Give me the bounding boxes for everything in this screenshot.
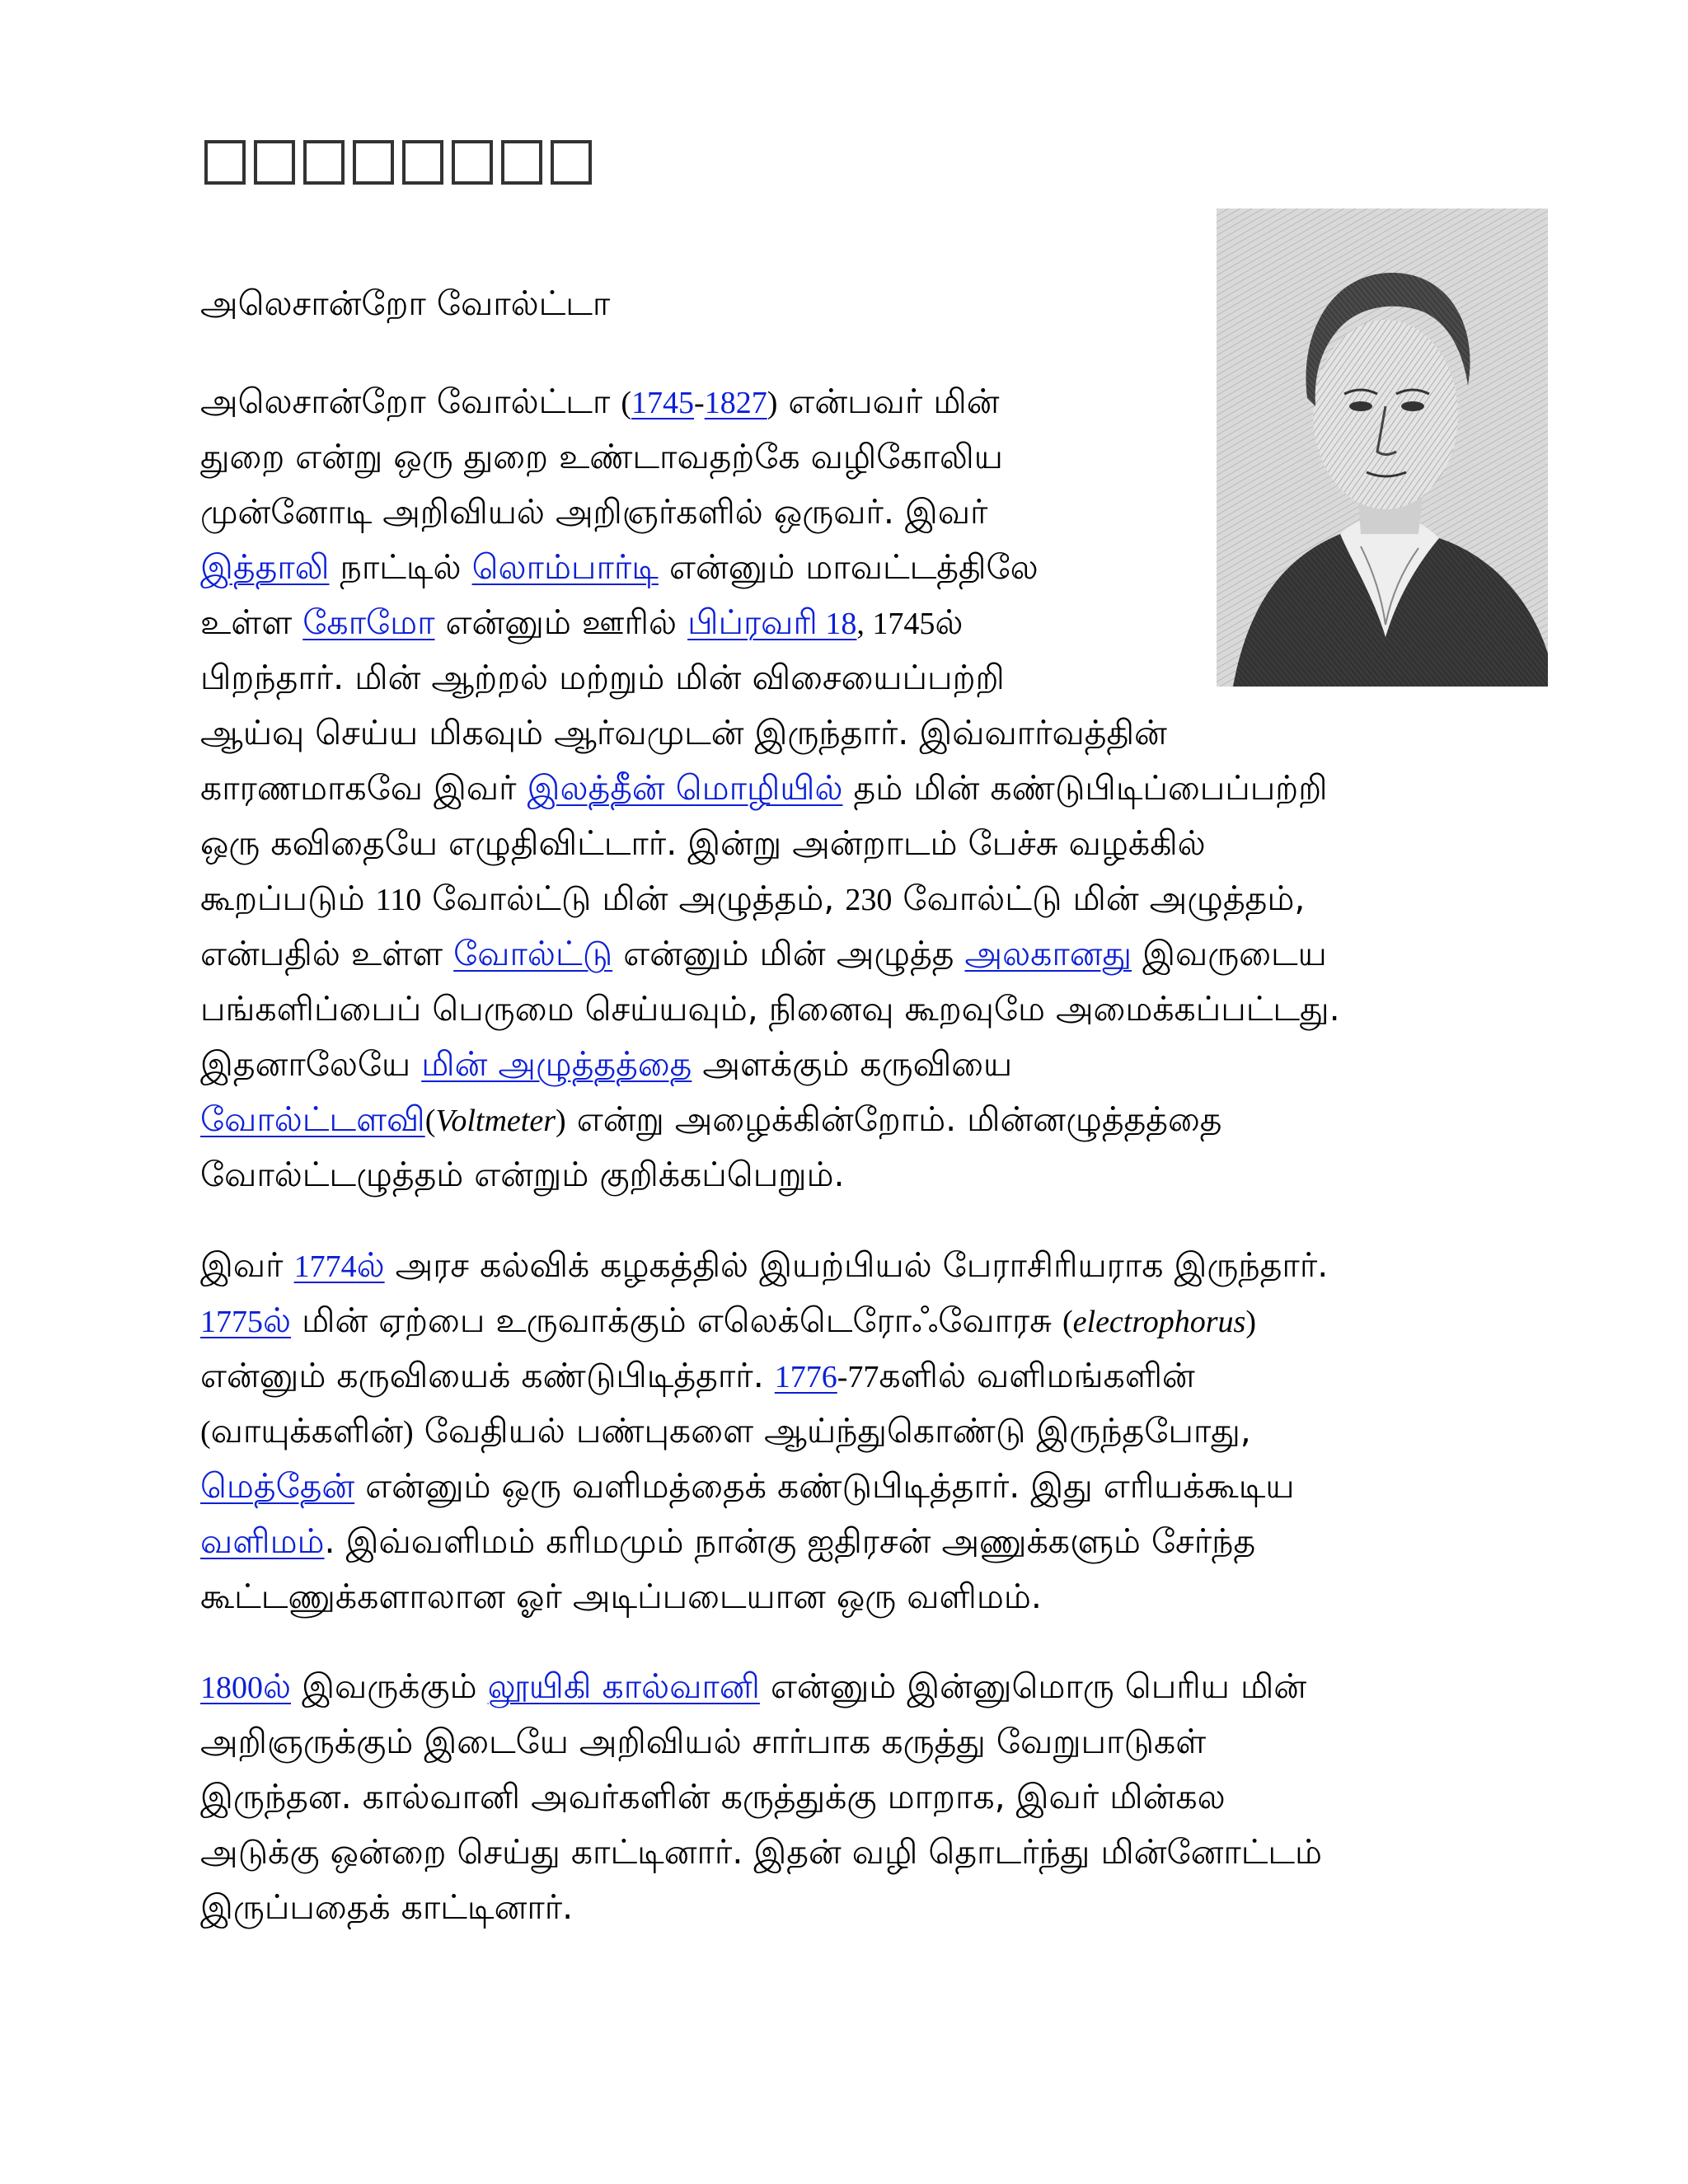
text-run: காரணமாகவே இவர் — [200, 768, 528, 808]
text-run: -77 — [837, 1360, 879, 1394]
text-line — [200, 761, 1536, 816]
text-run: வாயுக்களின் — [210, 1411, 404, 1451]
page-title-missing-glyphs — [204, 140, 592, 185]
text-run: என்னும் மாவட்டத்திலே — [658, 547, 1039, 587]
text-line: ஆய்வு செய்ய மிகவும் ஆர்வமுடன் இருந்தார். இவ்வார்வத்தின் — [200, 713, 1167, 752]
year-link[interactable]: 1745 — [631, 386, 695, 420]
text-run: இதனாலேயே — [200, 1044, 422, 1084]
missing-glyph-box — [353, 140, 394, 185]
link-year: 1800 — [200, 1671, 263, 1705]
date-link[interactable]: 18 — [817, 607, 857, 641]
link-suffix: ல் — [356, 1245, 385, 1285]
link-year: 1774 — [293, 1249, 357, 1284]
text-run: ( — [1062, 1305, 1073, 1339]
text-line: பங்களிப்பைப் பெருமை செய்யவும், நினைவு கூறவுமே அமைக்கப்பட்டது. — [200, 989, 1340, 1029]
link-suffix: ல் — [263, 1301, 292, 1340]
text-line — [200, 1514, 1536, 1569]
text-line: ஒரு கவிதையே எழுதிவிட்டார். இன்று அன்றாடம் பேச்சு வழக்கில் — [200, 823, 1206, 863]
year-link[interactable] — [294, 1245, 385, 1285]
text-line: கூட்டணுக்களாலான ஓர் அடிப்படையான ஒரு வளிமம். — [200, 1577, 1042, 1616]
text-run: கூறப்படும் — [200, 879, 376, 918]
text-run: வேதியல் பண்புகளை ஆய்ந்துகொண்டு இருந்தபோது, — [413, 1411, 1251, 1451]
text-line: துறை என்று ஒரு துறை உண்டாவதற்கே வழிகோலிய — [200, 437, 1003, 476]
text-line — [200, 540, 1536, 595]
text-run: ( — [200, 1415, 211, 1450]
volt-link[interactable]: வோல்ட்டு — [453, 934, 613, 973]
text-line — [200, 1659, 1536, 1714]
text-line: அறிஞருக்கும் இடையே அறிவியல் சார்பாக கருத்து வேறுபாடுகள் — [200, 1722, 1207, 1761]
text-run: வோல்ட்டு மின் அழுத்தம், — [421, 879, 846, 918]
link-suffix: ல் — [263, 1666, 292, 1706]
text-run: electrophorus — [1072, 1305, 1246, 1339]
text-run: என்பதில் உள்ள — [200, 934, 454, 973]
text-run: என்பவர் மின் — [777, 382, 1000, 421]
text-run: களில் வளிமங்களின் — [879, 1356, 1195, 1395]
text-run: என்னும் ஒரு வளிமத்தைக் கண்டுபிடித்தார். இது எரியக்கூடிய — [354, 1466, 1295, 1506]
text-run: 110 — [375, 883, 422, 917]
text-run: வோல்ட்டு மின் அழுத்தம், — [892, 879, 1306, 918]
text-run: அரச கல்விக் கழகத்தில் இயற்பியல் பேராசிரியராக இருந்தார். — [384, 1245, 1329, 1285]
text-line: முன்னோடி அறிவியல் அறிஞர்களில் ஒருவர். இவர் — [200, 492, 988, 532]
methane-link[interactable]: மெத்தேன் — [200, 1466, 355, 1506]
galvani-link[interactable]: லூயிகி கால்வானி — [487, 1666, 760, 1706]
text-run: என்னும் ஊரில் — [434, 602, 688, 642]
text-run: என்று அழைக்கின்றோம். மின்னழுத்தத்தை — [565, 1099, 1222, 1139]
text-run: இவருடைய — [1132, 934, 1327, 973]
paragraph-galvani — [200, 1659, 1536, 1935]
text-line — [200, 1037, 1536, 1092]
italy-link[interactable]: இத்தாலி — [200, 547, 330, 587]
text-run: மின் ஏற்பை உருவாக்கும் எலெக்டெரோஃவோரசு — [291, 1301, 1062, 1340]
text-line — [200, 926, 1536, 982]
text-line — [200, 1459, 1536, 1514]
text-run: இவருக்கும் — [291, 1666, 488, 1706]
text-line — [200, 1238, 1536, 1293]
text-line: பிறந்தார். மின் ஆற்றல் மற்றும் மின் விசையைப்பற்றி — [200, 658, 1005, 697]
missing-glyph-box — [303, 140, 345, 185]
text-line: இருப்பதைக் காட்டினார். — [200, 1887, 574, 1927]
text-run: ) — [556, 1104, 566, 1138]
text-run: என்னும் இன்னுமொரு பெரிய மின் — [759, 1666, 1307, 1706]
como-link[interactable]: கோமோ — [302, 602, 435, 642]
missing-glyph-box — [204, 140, 246, 185]
lombardy-link[interactable]: லொம்பார்டி — [471, 547, 659, 587]
february-link[interactable]: பிப்ரவரி — [687, 602, 818, 642]
text-run: என்னும் கருவியைக் கண்டுபிடித்தார். — [200, 1356, 775, 1395]
paragraph-biography — [200, 374, 1536, 1202]
text-run: ) — [403, 1415, 414, 1450]
text-run: என்னும் மின் அழுத்த — [612, 934, 965, 973]
year-link[interactable]: 1776 — [774, 1360, 837, 1394]
text-line — [200, 1092, 1536, 1147]
text-run: ) — [1245, 1305, 1256, 1339]
article-heading: அலெசான்றோ வோல்ட்டா — [200, 284, 611, 323]
text-run: ( — [424, 1104, 436, 1138]
text-line: வோல்ட்டழுத்தம் என்றும் குறிக்கப்பெறும். — [200, 1155, 845, 1194]
text-line — [200, 1348, 1536, 1404]
latin-language-link[interactable]: இலத்தீன் மொழியில் — [527, 768, 843, 808]
unit-link[interactable]: அலகானது — [964, 934, 1132, 973]
text-run: ) — [767, 386, 778, 420]
text-line — [200, 374, 1536, 429]
text-line: அடுக்கு ஒன்றை செய்து காட்டினார். இதன் வழி தொடர்ந்து மின்னோட்டம் — [200, 1832, 1323, 1872]
text-line — [200, 1293, 1536, 1348]
text-run: 1745 — [872, 607, 935, 641]
link-year: 1775 — [200, 1305, 263, 1339]
gas-link[interactable]: வளிமம் — [200, 1521, 325, 1561]
text-line — [200, 595, 1536, 650]
year-link[interactable]: 1827 — [704, 386, 767, 420]
paragraph-inventions — [200, 1238, 1536, 1624]
text-run: இவர் — [200, 1245, 294, 1285]
missing-glyph-box — [402, 140, 443, 185]
subject-name: அலெசான்றோ வோல்ட்டா — [200, 382, 621, 421]
text-run: அளக்கும் கருவியை — [692, 1044, 1013, 1084]
missing-glyph-box — [551, 140, 592, 185]
text-run: ல் — [935, 602, 964, 642]
missing-glyph-box — [501, 140, 542, 185]
missing-glyph-box — [254, 140, 295, 185]
text-run: நாட்டில் — [329, 547, 472, 587]
text-run: . இவ்வளிமம் கரிமமும் நான்கு ஐதிரசன் அணுக்களும் சேர்ந்த — [324, 1521, 1256, 1561]
voltage-link[interactable]: மின் அழுத்தத்தை — [421, 1044, 692, 1084]
text-run: Voltmeter — [435, 1104, 556, 1138]
text-run: , — [856, 607, 873, 641]
voltmeter-link[interactable]: வோல்ட்டளவி — [200, 1099, 425, 1139]
text-run: தம் மின் கண்டுபிடிப்பைப்பற்றி — [842, 768, 1328, 808]
text-line — [200, 1404, 1536, 1459]
year-link[interactable] — [200, 1301, 291, 1340]
text-run: 230 — [845, 883, 893, 917]
missing-glyph-box — [452, 140, 493, 185]
text-run: - — [694, 386, 705, 420]
text-line — [200, 871, 1536, 926]
text-run: ( — [621, 386, 632, 420]
text-run: உள்ள — [200, 602, 303, 642]
text-line: இருந்தன. கால்வானி அவர்களின் கருத்துக்கு மாறாக, இவர் மின்கல — [200, 1777, 1226, 1816]
year-link[interactable] — [200, 1666, 291, 1706]
